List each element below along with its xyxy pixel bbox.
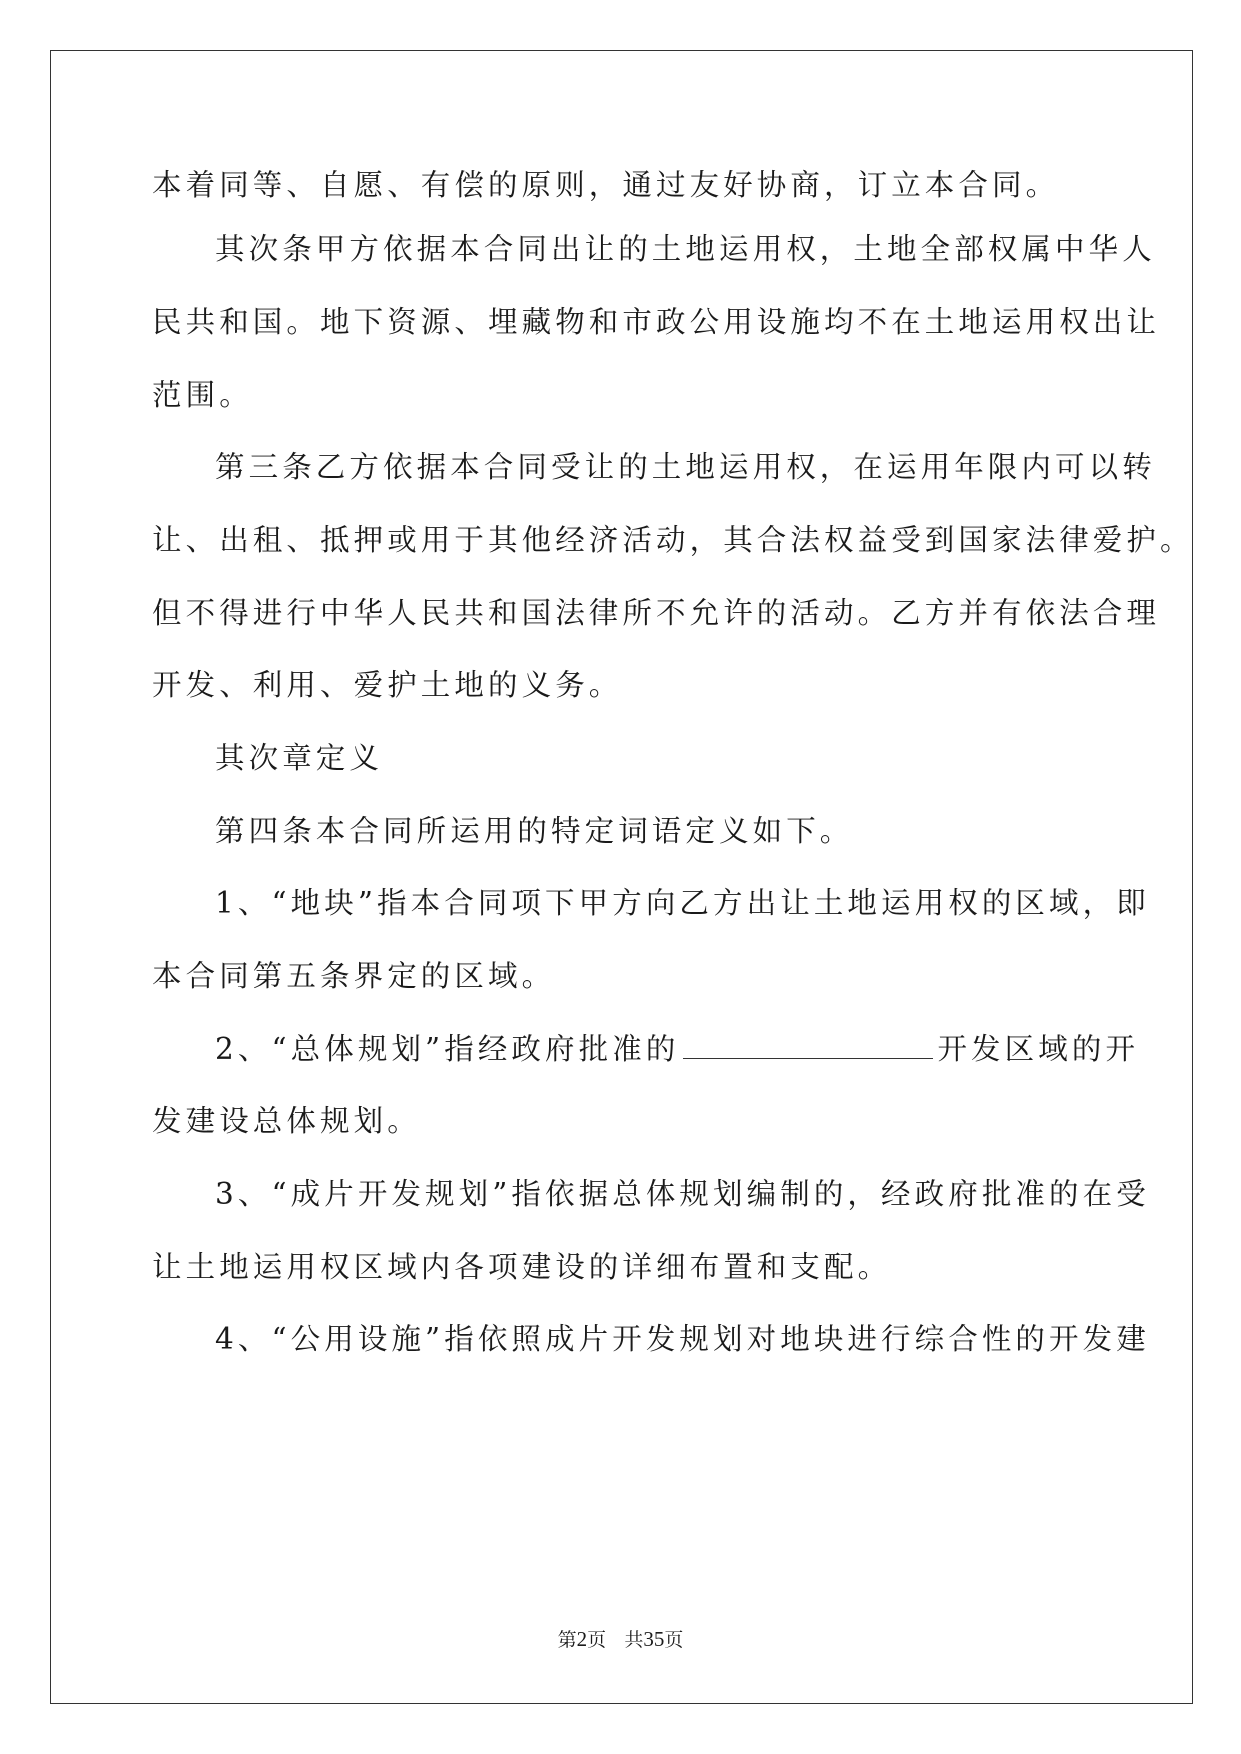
text-line: 其次条甲方依据本合同出让的土地运用权，土地全部权属中华人 xyxy=(215,232,1156,266)
page-prefix: 第 xyxy=(557,1629,577,1651)
fill-in-blank xyxy=(683,1030,933,1059)
item-2-text-after-blank: 开发区域的开 xyxy=(937,1032,1140,1066)
text-line xyxy=(215,1029,1139,1069)
text-line: 1、“地块”指本合同项下甲方向乙方出让土地运用权的区域，即 xyxy=(215,886,1150,920)
text-line: 开发、利用、爱护土地的义务。 xyxy=(152,668,623,702)
page-suffix: 页 xyxy=(587,1629,607,1651)
text-line: 发建设总体规划。 xyxy=(152,1104,421,1138)
page-border xyxy=(50,50,1193,1704)
total-pages: 35 xyxy=(643,1627,665,1651)
text-line: 第四条本合同所运用的特定词语定义如下。 xyxy=(215,814,854,848)
text-line: 范围。 xyxy=(152,378,253,412)
total-prefix: 共 xyxy=(624,1629,644,1651)
text-line: 第三条乙方依据本合同受让的土地运用权，在运用年限内可以转 xyxy=(215,450,1156,484)
text-line: 本合同第五条界定的区域。 xyxy=(152,959,556,993)
total-suffix: 页 xyxy=(664,1629,684,1651)
text-line: 但不得进行中华人民共和国法律所不允许的活动。乙方并有依法合理 xyxy=(152,596,1161,630)
text-line: 民共和国。地下资源、埋藏物和市政公用设施均不在土地运用权出让 xyxy=(152,305,1161,339)
chapter-heading: 其次章定义 xyxy=(215,741,384,775)
page-number: 2 xyxy=(576,1627,588,1651)
text-line: 让、出租、抵押或用于其他经济活动，其合法权益受到国家法律爱护。 xyxy=(152,523,1194,557)
text-line: 3、“成片开发规划”指依据总体规划编制的，经政府批准的在受 xyxy=(215,1177,1150,1211)
text-line: 4、“公用设施”指依照成片开发规划对地块进行综合性的开发建 xyxy=(215,1322,1150,1356)
text-line: 让土地运用权区域内各项建设的详细布置和支配。 xyxy=(152,1250,892,1284)
item-2-text-before-blank: 2、“总体规划”指经政府批准的 xyxy=(215,1032,680,1066)
page-footer xyxy=(0,1627,1241,1652)
text-line: 本着同等、自愿、有偿的原则，通过友好协商，订立本合同。 xyxy=(152,168,1060,202)
